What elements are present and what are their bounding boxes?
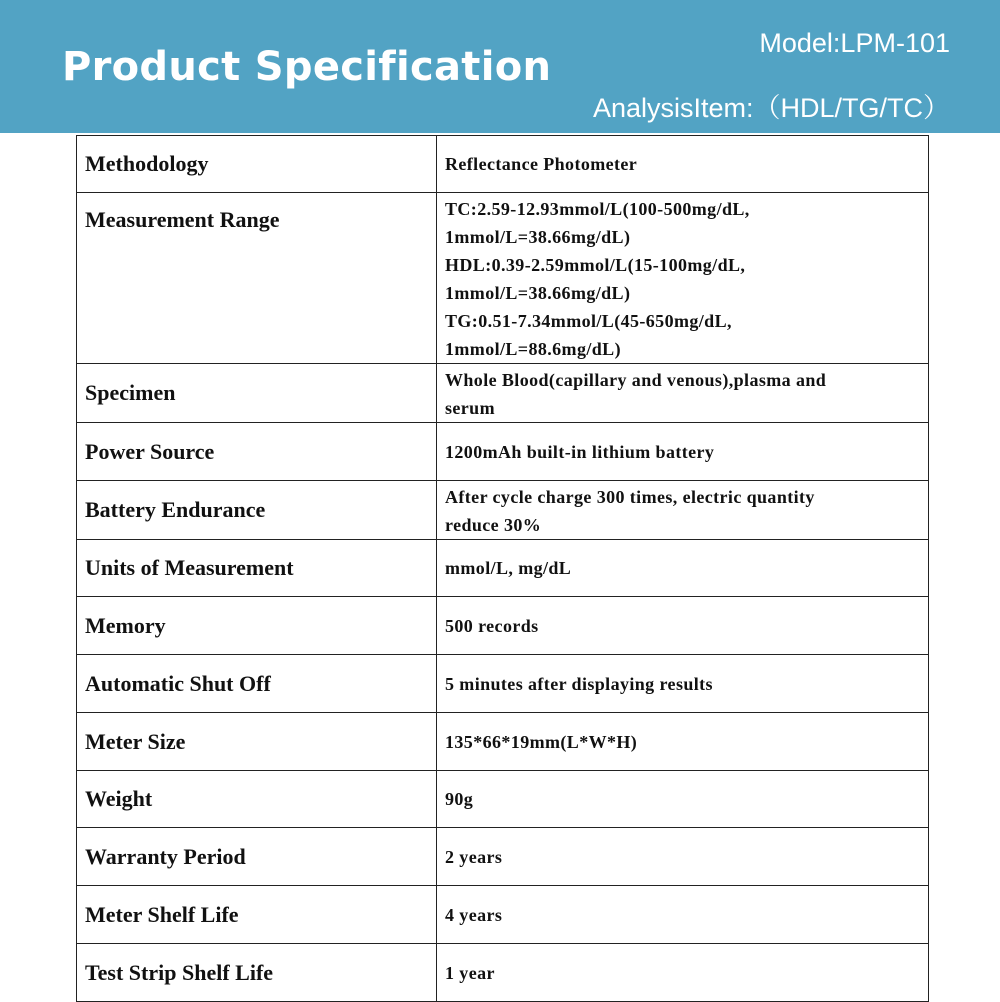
spec-label: Battery Endurance [77,481,437,540]
spec-label: Specimen [77,364,437,423]
spec-value: 2 years [437,828,929,886]
spec-label: Meter Size [77,713,437,771]
spec-value-line: 1mmol/L=38.66mg/dL) [445,227,631,247]
spec-row-weight [77,771,929,828]
spec-row-units [77,540,929,597]
spec-row-methodology [77,136,929,193]
spec-value [437,364,929,423]
spec-label: Test Strip Shelf Life [77,944,437,1002]
spec-row-meter-size [77,713,929,771]
model-label: Model:LPM-101 [759,28,950,58]
spec-row-battery-endurance [77,481,929,540]
spec-row-memory [77,597,929,655]
spec-value: 1 year [437,944,929,1002]
spec-value-line: After cycle charge 300 times, electric quantity [445,487,815,507]
spec-value: 90g [437,771,929,828]
spec-value: 5 minutes after displaying results [437,655,929,713]
page-title: Product Specification [62,44,552,90]
analysis-item-label: AnalysisItem:（HDL/TG/TC） [592,93,950,123]
spec-label: Methodology [77,136,437,193]
spec-label: Measurement Range [77,193,437,364]
spec-value-line: reduce 30% [445,515,542,535]
spec-label: Units of Measurement [77,540,437,597]
spec-value-line: TC:2.59-12.93mmol/L(100-500mg/dL, [445,199,750,219]
spec-value: 4 years [437,886,929,944]
spec-label: Warranty Period [77,828,437,886]
spec-value: 1200mAh built-in lithium battery [437,423,929,481]
spec-value-line: HDL:0.39-2.59mmol/L(15-100mg/dL, [445,255,746,275]
spec-value-line: 1mmol/L=88.6mg/dL) [445,339,621,359]
spec-value-line: serum [445,398,495,418]
spec-value: mmol/L, mg/dL [437,540,929,597]
spec-row-meter-shelf-life [77,886,929,944]
spec-value: 500 records [437,597,929,655]
spec-value: Reflectance Photometer [437,136,929,193]
spec-label: Meter Shelf Life [77,886,437,944]
spec-row-measurement-range [77,193,929,364]
spec-value-line: TG:0.51-7.34mmol/L(45-650mg/dL, [445,311,732,331]
spec-label: Automatic Shut Off [77,655,437,713]
spec-label: Power Source [77,423,437,481]
spec-value [437,193,929,364]
spec-value-line: Whole Blood(capillary and venous),plasma and [445,370,827,390]
header-banner [0,0,1000,133]
spec-value-line: 1mmol/L=38.66mg/dL) [445,283,631,303]
spec-label: Weight [77,771,437,828]
spec-row-specimen [77,364,929,423]
spec-value: 135*66*19mm(L*W*H) [437,713,929,771]
spec-row-power-source [77,423,929,481]
spec-value [437,481,929,540]
spec-row-warranty [77,828,929,886]
spec-table [76,135,929,1002]
spec-row-auto-shut-off [77,655,929,713]
spec-label: Memory [77,597,437,655]
spec-row-strip-shelf-life [77,944,929,1002]
